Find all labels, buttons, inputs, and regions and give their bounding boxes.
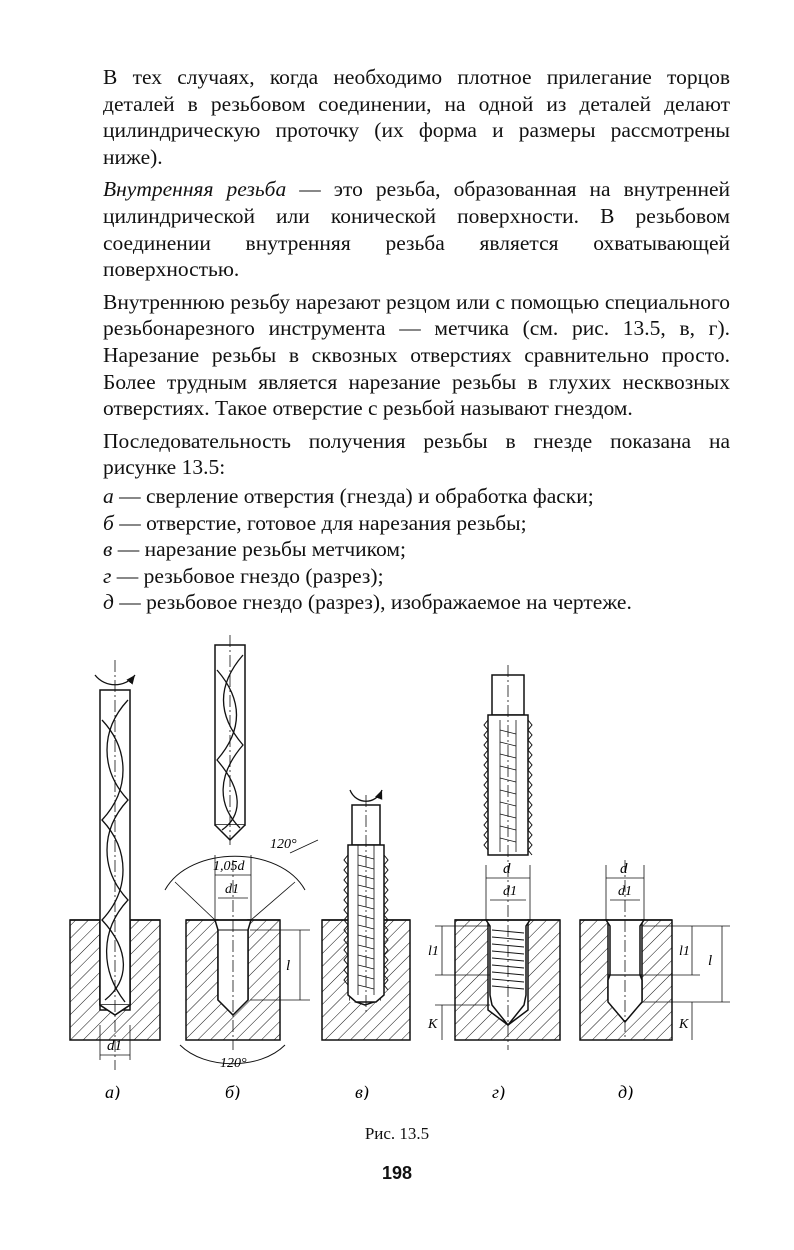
body-text xyxy=(103,64,730,616)
paragraph-3: Внутреннюю резьбу нарезают резцом или с помощью специального резьбонарезного инструмента — метчика (см. рис. 13.5, в, г). Нарезание резьбы в сквозных отверстиях сравнительно просто. Более трудным является нарезание резьбы в глухих несквозных отверстиях. Такое отверстие с резьбой называют гнездом. xyxy=(103,289,730,421)
label-d: д) xyxy=(618,1082,634,1100)
list-item-g: г — резьбовое гнездо (разрез); xyxy=(103,563,384,588)
list-item-d: д — резьбовое гнездо (разрез), изображаемое на чертеже. xyxy=(103,590,632,615)
dim-k-g: K xyxy=(428,1017,438,1032)
dim-l1-g: l1 xyxy=(428,944,439,959)
dim-l-d: l xyxy=(708,953,713,969)
dim-angle-top: 120° xyxy=(270,837,297,852)
page-number: 198 xyxy=(381,1163,413,1183)
list-item-a: а — сверление отверстия (гнезда) и обработка фаски; xyxy=(103,483,594,508)
dim-d1-a: d1 xyxy=(107,1038,122,1054)
view-a-drilling xyxy=(70,660,160,1100)
dim-l-b: l xyxy=(286,958,291,974)
label-a: а) xyxy=(105,1082,120,1100)
list-item-b: б — отверстие, готовое для нарезания резьбы; xyxy=(103,510,527,535)
paragraph-2 xyxy=(103,176,730,282)
dim-d1-g: d1 xyxy=(503,884,517,899)
dim-d-g: d xyxy=(503,861,511,877)
label-g: г) xyxy=(492,1082,506,1100)
figure-caption: Рис. 13.5 xyxy=(364,1124,430,1143)
list-item-v: в — нарезание резьбы метчиком; xyxy=(103,537,406,562)
technical-drawing xyxy=(60,630,740,1100)
term-internal-thread: Внутренняя резьба xyxy=(103,177,287,202)
dim-d-d: d xyxy=(620,861,628,877)
label-b: б) xyxy=(225,1082,241,1100)
dim-105d: 1,05d xyxy=(213,859,245,874)
dim-k-d: K xyxy=(679,1017,689,1032)
dim-d1-b: d1 xyxy=(225,882,239,897)
label-v: в) xyxy=(355,1082,369,1100)
view-d-drawing-representation xyxy=(580,860,730,1100)
figure-13-5 xyxy=(60,630,740,1100)
paragraph-1: В тех случаях, когда необходимо плотное прилегание торцов деталей в резьбовом соединении, на одной из деталей делают цилиндрическую проточку (их форма и размеры рассмотрены ниже). xyxy=(103,65,730,169)
dim-l1-d: l1 xyxy=(679,944,690,959)
view-v-tapping xyxy=(322,790,410,1100)
paragraph-4: Последовательность получения резьбы в гнезде показана на рисунке 13.5: xyxy=(103,428,730,480)
dim-angle-bottom: 120° xyxy=(220,1056,247,1071)
paragraph-2-text: — это резьба, образованная на внутренней цилиндрической или конической поверхности. В резьбовом соединении внутренняя резьба является охватывающей поверхностью. xyxy=(103,177,730,282)
view-b-drilled-hole xyxy=(165,635,318,1100)
dim-d1-d: d1 xyxy=(618,884,632,899)
view-g-threaded-socket xyxy=(427,665,560,1100)
